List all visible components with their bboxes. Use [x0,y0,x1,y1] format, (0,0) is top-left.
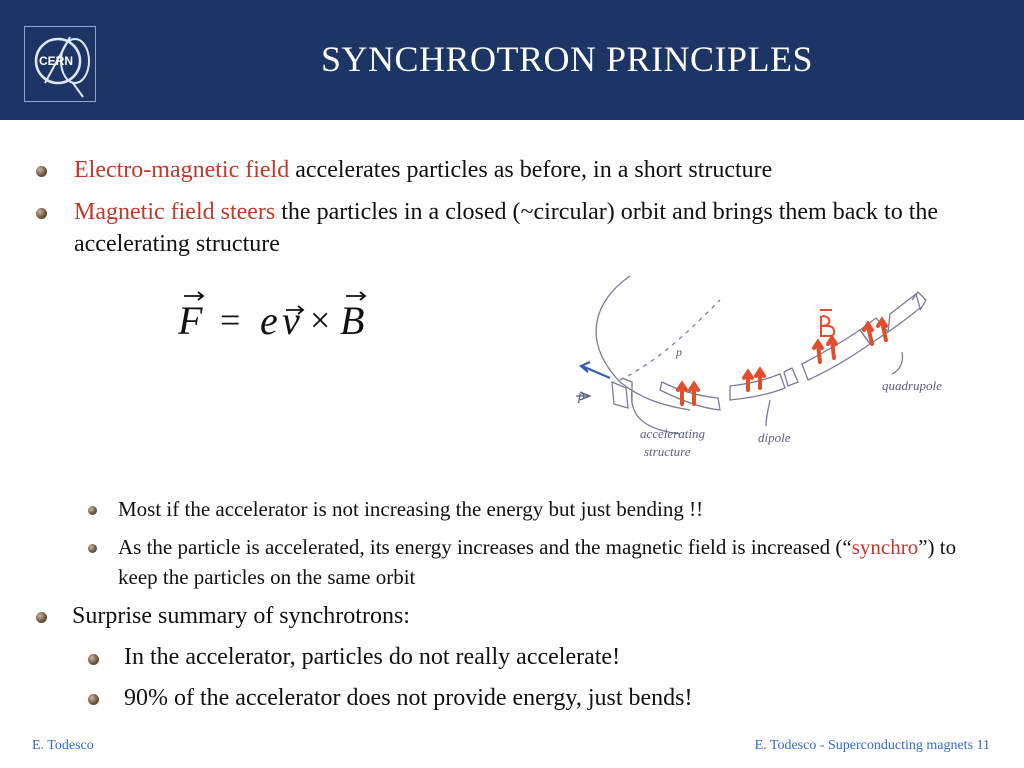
sketch-label-B: B [570,270,571,271]
formula-v: v [282,298,300,343]
formula-e: e [260,298,278,343]
sketch-label-p-arrow: p [578,389,585,404]
formula-F: F [178,298,203,343]
header-bar [0,0,1024,120]
bullet-icon [36,612,47,623]
summary-item-2: 90% of the accelerator does not provide energy, just bends! [124,685,693,711]
sketch-label-p-mid: p [676,345,682,359]
sketch-label-quadrupole: quadrupole [882,378,942,393]
sub-bullet-icon [88,544,97,553]
sub-bullet-2-pre: As the particle is accelerated, its energy increases and the magnetic field is increased (“ [118,535,852,559]
bullet-icon [36,208,47,219]
sub-bullet-2-highlight: synchro [851,535,919,559]
footer-author: E. Todesco [32,738,94,753]
sub-bullet-icon [88,694,99,705]
summary-item-1: In the accelerator, particles do not really accelerate! [124,644,621,670]
sub-bullet-1: Most if the accelerator is not increasing the energy but just bending !! [118,497,704,521]
sketch-label-dipole: dipole [758,430,791,445]
footer-slide-info: E. Todesco - Superconducting magnets 11 [754,738,990,753]
formula-equals: = [220,300,241,340]
synchrotron-sketch [570,270,960,470]
bullet-2-text: the particles in a closed (~circular) orbit and brings them back to the accelerating structure [74,199,939,257]
sub-bullet-icon [88,654,99,665]
slide-title: SYNCHROTRON PRINCIPLES [320,39,814,79]
sub-bullet-2-post: ”) to keep the particles on the same orbit [118,535,957,589]
bullet-2 [74,196,1004,260]
bullet-1-text: accelerates particles as before, in a short structure [289,157,773,183]
bullet-1 [74,154,1004,186]
sub-bullet-2 [118,532,978,592]
bullet-2-highlight: Magnetic field steers [74,199,276,225]
bullet-1-highlight: Electro-magnetic field [74,157,290,183]
bullet-icon [36,166,47,177]
formula-times: × [310,300,331,340]
sketch-label-accelerating: accelerating [640,426,705,441]
formula-B: B [340,298,365,343]
logo-text: CERN [39,54,74,68]
summary-heading: Surprise summary of synchrotrons: [72,603,410,629]
cern-logo [24,26,96,102]
sketch-label-structure: structure [644,444,691,459]
lorentz-force-formula [178,286,378,346]
sub-bullet-icon [88,506,97,515]
